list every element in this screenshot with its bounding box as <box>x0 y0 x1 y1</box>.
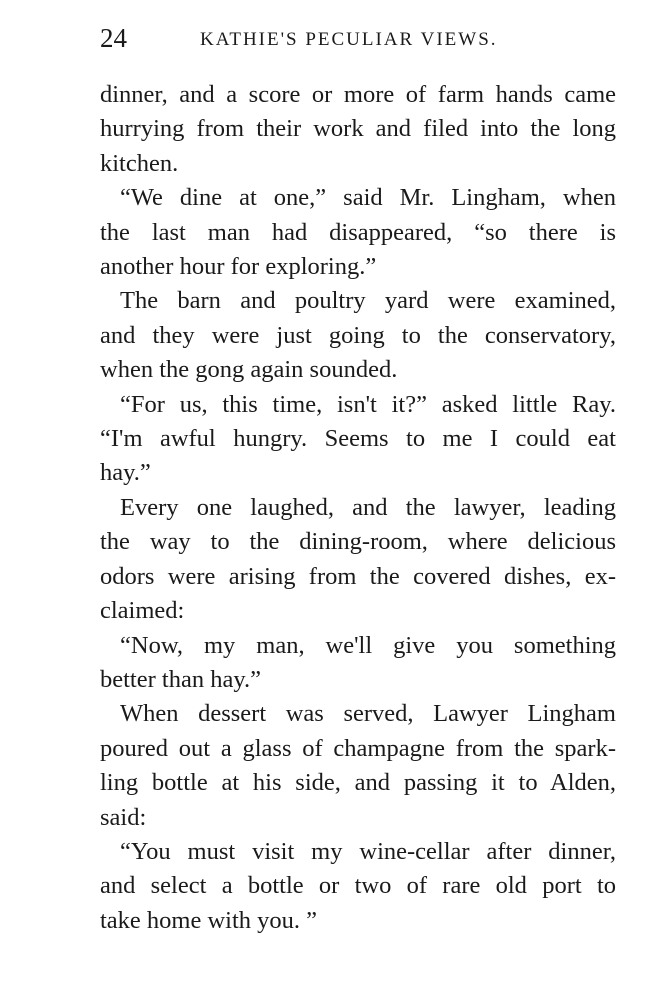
text-line: “Now, my man, we'll give you something <box>120 631 616 659</box>
text-line: “For us, this time, isn't it?” asked little Ray. <box>120 390 616 418</box>
text-line: “I'm awful hungry. Seems to me I could eat <box>100 425 616 453</box>
text-line: and they were just going to the conservatory, <box>100 321 616 349</box>
text-line: The barn and poultry yard were examined, <box>120 287 616 315</box>
paragraph <box>100 697 616 835</box>
text-line: said: <box>100 803 147 831</box>
text-line: hurrying from their work and filed into the long <box>100 115 616 143</box>
text-line: “You must visit my wine-cellar after dinner, <box>120 837 616 865</box>
text-line: When dessert was served, Lawyer Lingham <box>120 700 616 728</box>
page-number: 24 <box>100 23 127 53</box>
paragraph <box>100 78 616 181</box>
paragraph <box>100 181 616 284</box>
text-line: take home with you. ” <box>100 906 318 934</box>
text-line: odors were arising from the covered dishes, ex- <box>100 562 616 590</box>
text-line: poured out a glass of champagne from the spark- <box>100 734 616 762</box>
text-line: better than hay.” <box>100 665 261 693</box>
text-line: when the gong again sounded. <box>100 356 398 384</box>
text-line: ling bottle at his side, and passing it to Alden, <box>100 769 616 797</box>
text-line: another hour for exploring.” <box>100 253 377 281</box>
paragraph <box>100 835 616 938</box>
text-line: hay.” <box>100 459 151 487</box>
text-line: Every one laughed, and the lawyer, leading <box>120 493 616 521</box>
text-line: the last man had disappeared, “so there is <box>100 218 616 246</box>
text-line: kitchen. <box>100 149 179 177</box>
text-line: dinner, and a score or more of farm hands came <box>100 81 616 108</box>
paragraph <box>100 629 616 698</box>
body-text <box>100 78 616 978</box>
paragraph <box>100 388 616 491</box>
text-line: and select a bottle or two of rare old port to <box>100 872 616 900</box>
running-head <box>100 18 620 58</box>
paragraph <box>100 491 616 629</box>
text-line: the way to the dining-room, where delicious <box>100 528 616 556</box>
paragraph <box>100 284 616 387</box>
text-line: claimed: <box>100 597 185 625</box>
text-line: “We dine at one,” said Mr. Lingham, when <box>120 184 616 212</box>
running-title: KATHIE'S PECULIAR VIEWS. <box>200 29 498 50</box>
